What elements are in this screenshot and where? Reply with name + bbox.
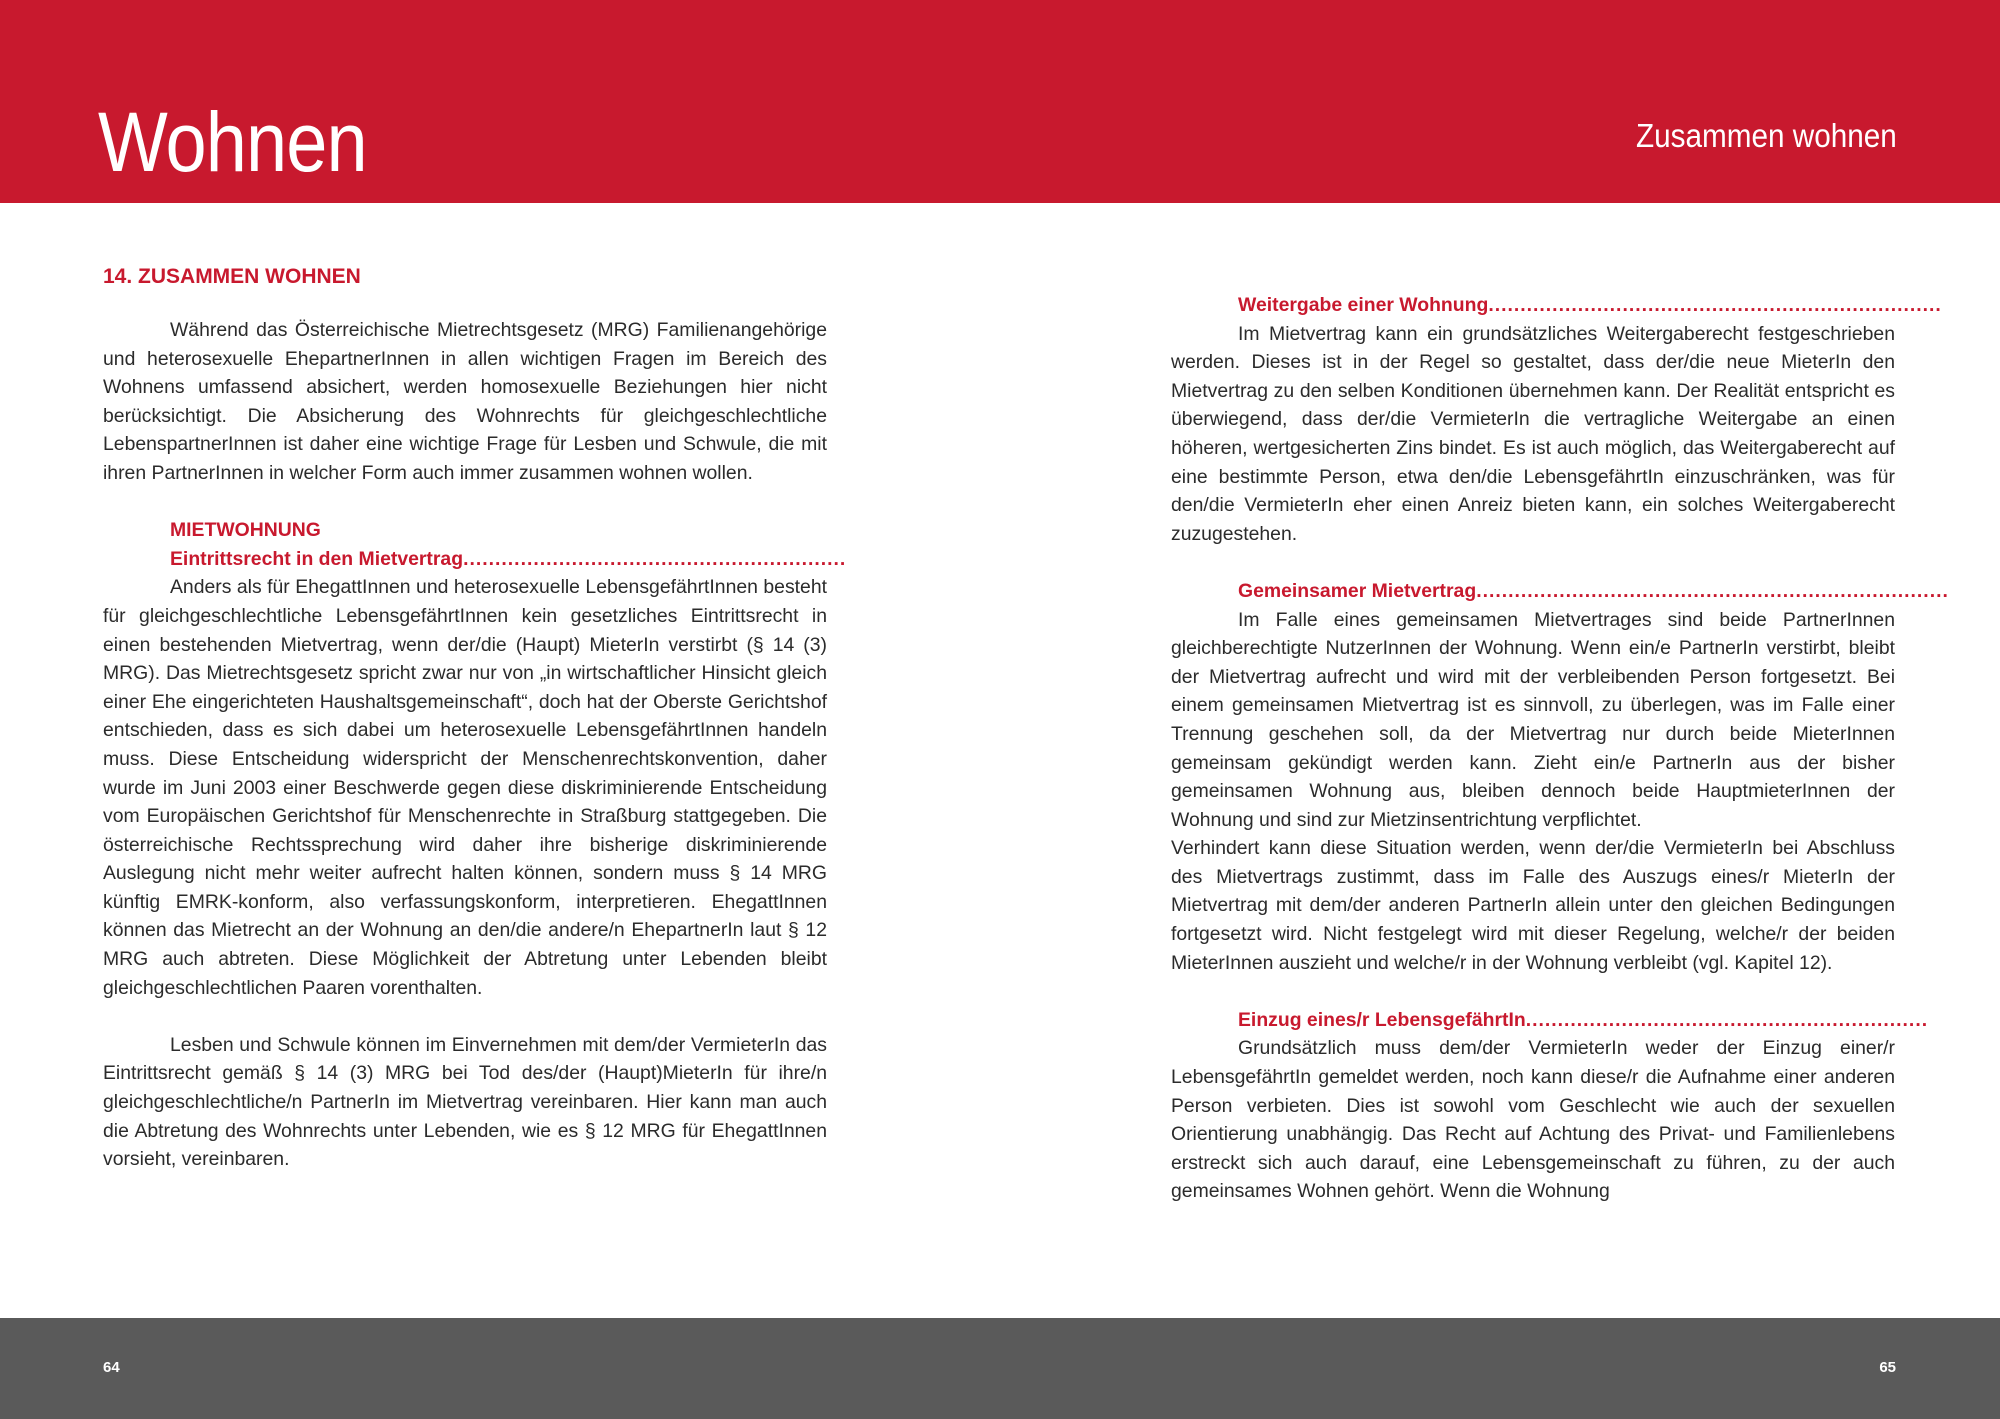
header-bar [0,0,2000,203]
leader-dots: .......................................................................... [1476,579,1949,602]
leader-dots: ............................................................... [1525,1008,1929,1031]
chapter-heading: 14. ZUSAMMEN WOHNEN [103,265,361,288]
vereinbarung-paragraph: Lesben und Schwule können im Einvernehmen mit dem/der VermieterIn das Eintrittsrecht gemäß § 14 (3) MRG bei Tod des/der (Haupt)MieterIn für ihre/n gleichgeschlechtliche/n PartnerIn im Mietvertrag vereinbaren. Hier kann man auch die Abtretung des Wohnrechts unter Lebenden, wie es § 12 MRG für EhegattInnen vorsieht, vereinbaren. [103,1033,827,1171]
subheading-title: Weitergabe einer Wohnung [1238,294,1489,316]
verhindert-paragraph: Verhindert kann diese Situation werden, wenn der/die VermieterIn bei Abschluss des Mietvertrags zustimmt, dass im Falle des Auszugs eines/r MieterIn der Mietvertrag mit dem/der anderen PartnerIn allein unter den gleichen Bedingungen fortgesetzt wird. Nicht festgelegt wird mit dieser Regelung, welche/r der beiden MieterInnen auszieht und welche/r in der Wohnung verbleibt (vgl. Kapitel 12). [1171,837,1895,974]
subheading-eintrittsrecht [170,545,847,574]
gemeinsamer-mietvertrag-paragraph: Im Falle eines gemeinsamen Mietvertrages sind beide PartnerInnen gleichberechtigte NutzerInnen der Wohnung. Wenn ein/e PartnerIn verstirbt, bleibt der Mietvertrag aufrecht und wird mit der verbleibenden Person fortgesetzt. Bei einem gemeinsamen Mietvertrag ist es sinnvoll, zu überlegen, was im Falle einer Trennung geschehen soll, da der Mietvertrag nur durch beide MieterInnen gemeinsam gekündigt werden kann. Zieht ein/e PartnerIn aus der bisher gemeinsamen Wohnung aus, bleiben dennoch beide HauptmieterInnen der Wohnung und sind zur Mietzinsentrichtung verpflichtet. [1171,608,1895,831]
section-heading-mietwohnung: MIETWOHNUNG [170,519,321,542]
einzug-paragraph: Grundsätzlich muss dem/der VermieterIn weder der Einzug einer/r LebensgefährtIn gemeldet werden, noch kann diese/r die Aufnahme einer anderen Person verbieten. Dies ist sowohl vom Geschlecht wie auch der sexuellen Orientierung unabhängig. Das Recht auf Achtung des Privat- und Familienlebens erstreckt sich auch darauf, eine Lebensgemeinschaft zu führen, zu der auch gemeinsames Wohnen gehört. Wenn die Wohnung [1171,1037,1895,1203]
eintrittsrecht-paragraph: Anders als für EhegattInnen und heterosexuelle LebensgefährtInnen besteht für gleichgeschlechtliche LebensgefährtInnen kein gesetzliches Eintrittsrecht in einen bestehenden Mietvertrag, wenn der/die (Haupt) MieterIn verstirbt (§ 14 (3) MRG). Das Mietrechtsgesetz spricht zwar nur von „in wirtschaftlicher Hinsicht gleich einer Ehe eingerichteten Haushaltsgemeinschaft“, doch hat der Oberste Gerichtshof entschieden, dass es sich dabei um heterosexuelle LebensgefährtInnen handeln muss. Diese Entscheidung widerspricht der Menschenrechtskonvention, daher wurde im Juni 2003 einer Beschwerde gegen diese diskriminierende Entscheidung vom Europäischen Gerichtshof für Menschenrechte in Straßburg stattgegeben. Die österreichische Rechtssprechung wird daher ihre bisherige diskriminierende Auslegung nicht mehr weiter aufrecht halten können, sondern muss § 14 MRG künftig EMRK-konform, also verfassungskonform, interpretieren. EhegattInnen können das Mietrecht an der Wohnung an den/die andere/n EhepartnerIn laut § 12 MRG auch abtreten. Diese Möglichkeit der Abtretung unter Lebenden bleibt gleichgeschlechtlichen Paaren vorenthalten. [103,576,827,999]
leader-dots: ....................................................................... [1488,294,1942,316]
subheading-title: Gemeinsamer Mietvertrag [1238,579,1477,602]
subheading-einzug [1238,1006,1929,1035]
subheading-weitergabe [1238,291,1942,320]
footer-bar [0,1318,2000,1419]
subheading-title: Eintrittsrecht in den Mietvertrag [170,547,464,570]
subheading-title: Einzug eines/r LebensgefährtIn [1238,1008,1526,1031]
section-title: Zusammen wohnen [1636,117,1897,154]
page-number-left: 64 [103,1359,120,1376]
intro-paragraph: Während das Österreichische Mietrechtsgesetz (MRG) Familienangehörige und heterosexuelle EhepartnerInnen in allen wichtigen Fragen im Bereich des Wohnens umfassend absichert, werden homosexuelle Beziehungen hier nicht berücksichtigt. Die Absicherung des Wohnrechts für gleichgeschlechtliche LebenspartnerInnen ist daher eine wichtige Frage für Lesben und Schwule, die mit ihren PartnerInnen in welcher Form auch immer zusammen wohnen wollen. [103,319,827,484]
weitergabe-paragraph: Im Mietvertrag kann ein grundsätzliches Weitergaberecht festgeschrieben werden. Dieses ist in der Regel so gestaltet, dass der/die neue MieterIn den Mietvertrag zu den selben Konditionen übernehmen kann. Der Realität entspricht es überwiegend, dass der/die VermieterIn die vertragliche Weitergabe an einen höheren, wertgesicherten Zins bindet. Es ist auch möglich, das Weitergaberecht auf eine bestimmte Person, etwa den/die LebensgefährtIn einzuschränken, was für den/die VermieterIn eher einen Anreiz bieten kann, ein solches Weitergaberecht zuzugestehen. [1171,322,1895,545]
page-number-right: 65 [1879,1359,1896,1376]
left-page-column [103,259,847,1174]
right-page-column [1171,291,1949,1206]
page-title: Wohnen [98,95,367,189]
subheading-gemeinsamer-mietvertrag [1238,577,1949,606]
leader-dots: ............................................................ [463,547,847,570]
